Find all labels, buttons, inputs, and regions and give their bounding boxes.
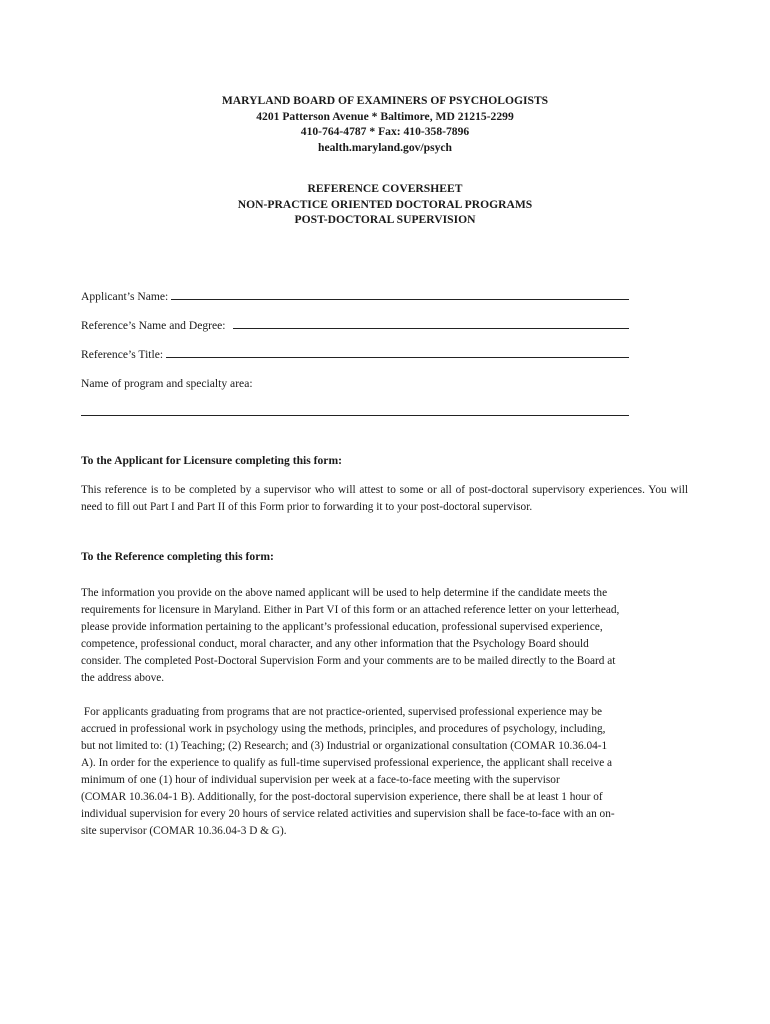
reference-title-field — [81, 345, 629, 361]
applicant-section-heading: To the Applicant for Licensure completing this form: — [81, 454, 342, 467]
requirements-line: minimum of one (1) hour of individual supervision per week at a face-to-face meeting with the supervisor — [81, 774, 560, 786]
requirements-line: (COMAR 10.36.04-1 B). Additionally, for the post-doctoral supervision experience, there shall be at least 1 hour of — [81, 791, 603, 803]
supervised-experience-requirements — [81, 704, 688, 840]
board-phone-fax: 410-764-4787 * Fax: 410-358-7896 — [300, 125, 470, 138]
requirements-line: individual supervision for every 20 hours of service related activities and supervision shall be face-to-face with an on- — [81, 808, 615, 820]
applicant-name-field — [81, 287, 629, 303]
applicant-name-blank[interactable] — [171, 287, 629, 300]
requirements-line: accrued in professional work in psychology using the methods, principles, and procedures of psychology, including, — [81, 723, 606, 735]
requirements-line: but not limited to: (1) Teaching; (2) Research; and (3) Industrial or organizational consultation (COMAR 10.36.04-1 — [81, 740, 608, 752]
form-program-type: NON-PRACTICE ORIENTED DOCTORAL PROGRAMS — [237, 197, 533, 211]
board-header — [0, 93, 770, 155]
reference-title-blank[interactable] — [166, 345, 629, 358]
requirements-line: A). In order for the experience to qualify as full-time supervised professional experience, the applicant shall receive a — [81, 757, 613, 769]
program-specialty-label: Name of program and specialty area: — [81, 377, 253, 390]
requirements-line: For applicants graduating from programs that are not practice-oriented, supervised professional experience may be — [81, 706, 603, 718]
program-specialty-blank[interactable] — [81, 415, 629, 416]
reference-instructions-line: the address above. — [81, 672, 165, 684]
reference-instructions-line: consider. The completed Post-Doctoral Supervision Form and your comments are to be mailed directly to the Board at — [81, 655, 616, 667]
reference-instructions-line: competence, professional conduct, moral character, and any other information that the Psychology Board should — [81, 638, 589, 650]
reference-name-degree-blank[interactable] — [233, 316, 629, 329]
reference-section-heading: To the Reference completing this form: — [81, 550, 274, 563]
reference-instructions-line: The information you provide on the above named applicant will be used to help determine if the candidate meets the — [81, 587, 608, 599]
reference-title-label: Reference’s Title: — [81, 348, 164, 361]
requirements-line: site supervisor (COMAR 10.36.04-3 D & G). — [81, 825, 287, 837]
reference-instructions — [81, 585, 688, 687]
applicant-name-label: Applicant’s Name: — [81, 290, 169, 303]
applicant-section-text: This reference is to be completed by a supervisor who will attest to some or all of post-doctoral supervisory experiences. You will need to fill out Part I and Part II of this Form prior to forwarding it to your post-doctoral supervisor. — [81, 484, 688, 513]
form-title-block — [0, 181, 770, 228]
form-supervision-type: POST-DOCTORAL SUPERVISION — [294, 213, 476, 226]
board-address: 4201 Patterson Avenue * Baltimore, MD 21215-2299 — [256, 109, 514, 123]
reference-instructions-line: requirements for licensure in Maryland. Either in Part VI of this form or an attached reference letter on your letterhead, — [81, 604, 620, 616]
reference-instructions-line: please provide information pertaining to the applicant’s professional education, professional supervised experience, — [81, 621, 603, 633]
board-name: MARYLAND BOARD OF EXAMINERS OF PSYCHOLOGISTS — [221, 94, 549, 107]
program-specialty-field — [81, 374, 629, 390]
reference-name-degree-field — [81, 316, 629, 332]
board-website: health.maryland.gov/psych — [318, 140, 452, 154]
form-title: REFERENCE COVERSHEET — [307, 182, 463, 195]
reference-name-degree-label: Reference’s Name and Degree: — [81, 319, 226, 332]
